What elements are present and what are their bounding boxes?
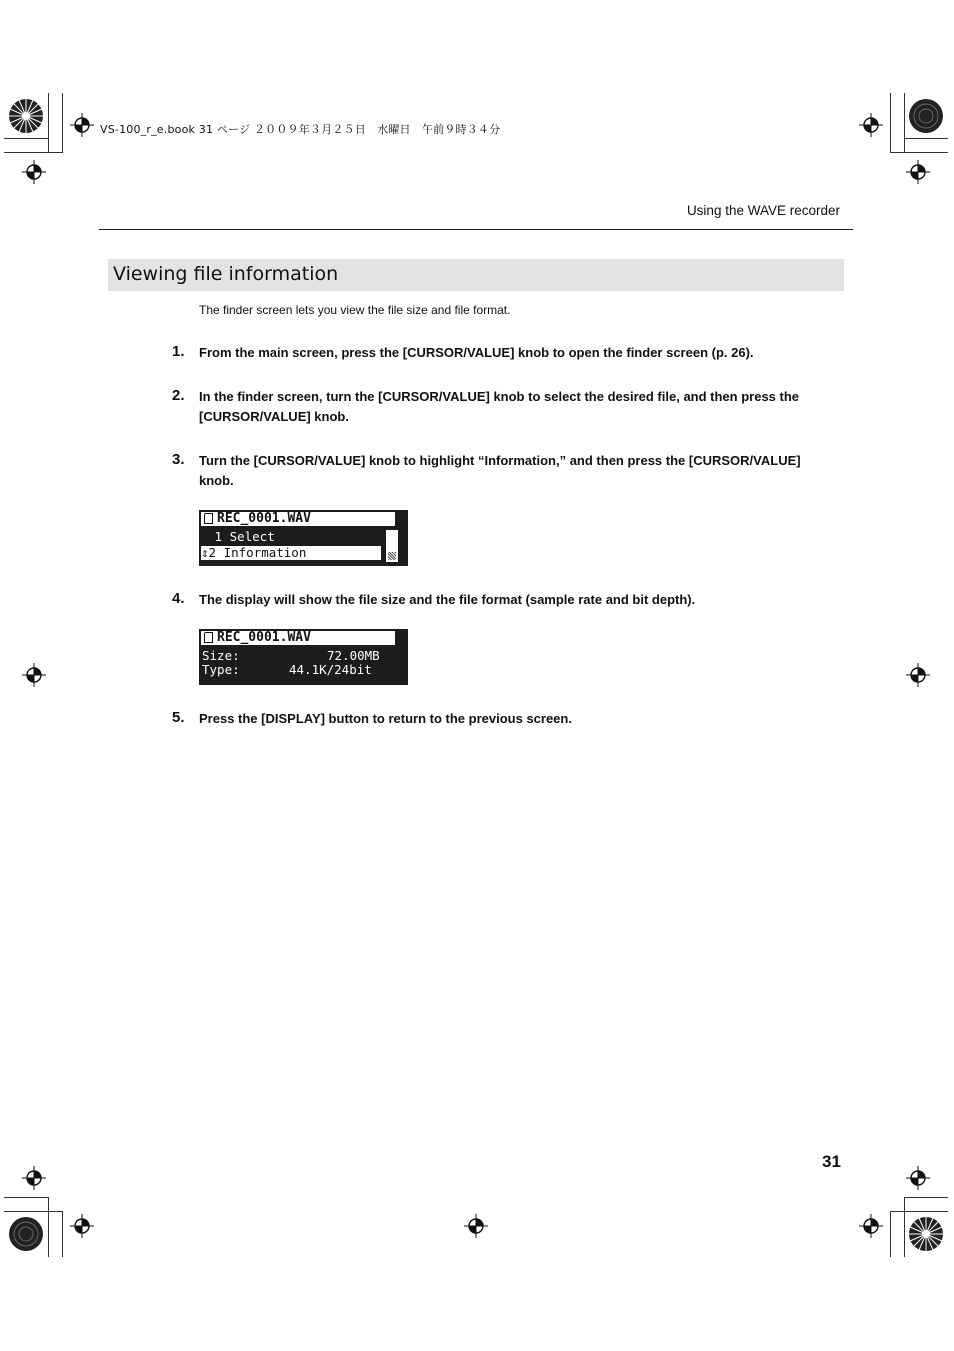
- crosshair-mark-icon: [906, 1166, 930, 1190]
- sd-card-icon: [204, 513, 213, 524]
- crop-mark: [904, 93, 905, 153]
- crop-mark: [890, 1211, 891, 1257]
- registration-rosette-icon: [908, 98, 944, 134]
- registration-rosette-icon: [8, 98, 44, 134]
- lcd-type-value: 44.1K/24bit: [289, 662, 372, 677]
- crosshair-mark-icon: [906, 663, 930, 687]
- crosshair-mark-icon: [906, 160, 930, 184]
- step-number: 2.: [172, 387, 185, 404]
- lcd-filename-bar: [201, 631, 395, 645]
- step-number: 1.: [172, 343, 185, 360]
- crop-mark: [62, 93, 63, 153]
- crosshair-mark-icon: [859, 113, 883, 137]
- crop-mark: [4, 1197, 48, 1198]
- lcd-scrollbar: [386, 530, 398, 562]
- crop-mark: [890, 93, 891, 153]
- lcd-filename: REC_0001.WAV: [217, 631, 311, 645]
- crop-mark: [904, 1197, 905, 1257]
- section-title: Viewing file information: [113, 263, 339, 285]
- crop-mark: [890, 152, 948, 153]
- registration-rosette-icon: [8, 1216, 44, 1252]
- lcd-info-screen: [199, 629, 408, 685]
- header-rule: [99, 229, 853, 230]
- lcd-size-value: 72.00MB: [327, 648, 380, 663]
- step-text: From the main screen, press the [CURSOR/VALUE] knob to open the finder screen (p. 26).: [199, 345, 754, 360]
- lcd-size-label: Size:: [202, 648, 240, 663]
- crop-mark: [48, 93, 49, 153]
- crop-mark: [890, 1211, 948, 1212]
- crosshair-mark-icon: [22, 160, 46, 184]
- step-number: 4.: [172, 590, 185, 607]
- page-number: 31: [822, 1152, 841, 1171]
- lcd-finder-screen: [199, 510, 408, 566]
- crosshair-mark-icon: [70, 113, 94, 137]
- step-number: 3.: [172, 451, 185, 468]
- crosshair-mark-icon: [859, 1214, 883, 1238]
- crosshair-mark-icon: [22, 663, 46, 687]
- lcd-filename: REC_0001.WAV: [217, 512, 311, 526]
- step-text: Press the [DISPLAY] button to return to the previous screen.: [199, 711, 572, 726]
- crosshair-mark-icon: [464, 1214, 488, 1238]
- crop-mark: [904, 1197, 948, 1198]
- step-text: Turn the [CURSOR/VALUE] knob to highlight “Information,” and then press the [CURSOR/VALUE] knob.: [199, 453, 801, 488]
- crop-mark: [4, 138, 48, 139]
- intro-paragraph: The finder screen lets you view the file size and file format.: [199, 303, 511, 317]
- crosshair-mark-icon: [70, 1214, 94, 1238]
- crop-mark: [4, 152, 62, 153]
- step-number: 5.: [172, 709, 185, 726]
- crop-mark: [904, 138, 948, 139]
- running-header: Using the WAVE recorder: [686, 203, 840, 218]
- lcd-filename-bar: [201, 512, 395, 526]
- print-slug: VS-100_r_e.book 31 ページ ２００９年３月２５日 水曜日 午前９時３４分: [100, 123, 501, 136]
- step-text: In the finder screen, turn the [CURSOR/VALUE] knob to select the desired file, and then press the [CURSOR/VALUE] knob.: [199, 389, 800, 424]
- sd-card-icon: [204, 632, 213, 643]
- crop-mark: [48, 1197, 49, 1257]
- section-heading: [108, 259, 844, 291]
- lcd-menu-item-select: 1 Select: [207, 529, 275, 544]
- crop-mark: [62, 1211, 63, 1257]
- registration-rosette-icon: [908, 1216, 944, 1252]
- crosshair-mark-icon: [22, 1166, 46, 1190]
- crop-mark: [4, 1211, 62, 1212]
- lcd-menu-item-information: ⇕2 Information: [201, 546, 381, 560]
- lcd-type-label: Type:: [202, 662, 240, 677]
- step-text: The display will show the file size and the file format (sample rate and bit depth).: [199, 592, 696, 607]
